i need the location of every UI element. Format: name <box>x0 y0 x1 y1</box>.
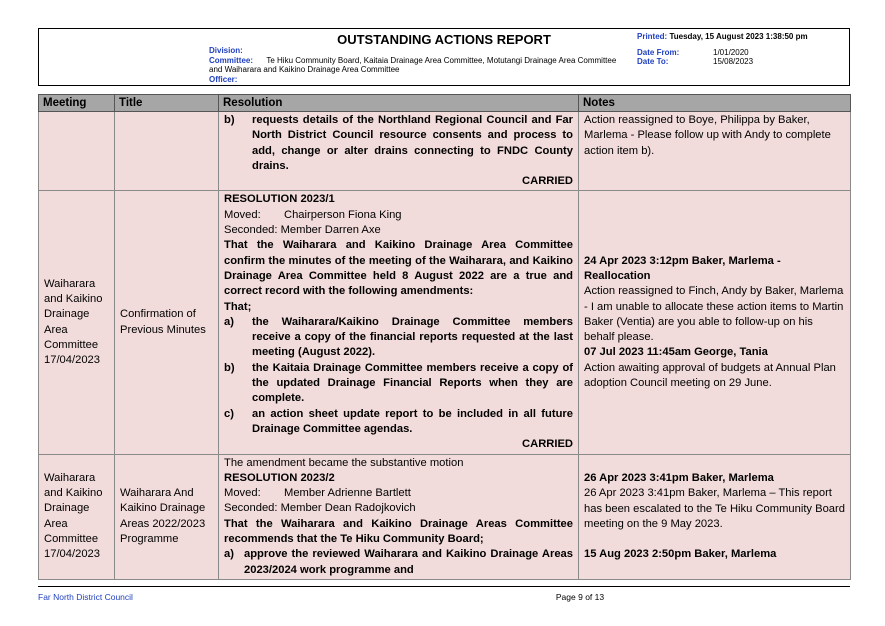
carried-label: CARRIED <box>522 175 573 188</box>
header-notes: Notes <box>579 95 851 112</box>
resolution-cell <box>219 112 579 191</box>
note-text: Action reassigned to Boye, Philippa by Baker, Marlema - Please follow up with Andy to complete action item b). <box>584 114 831 157</box>
officer-label: Officer: <box>209 74 238 84</box>
date-to-value: 15/08/2023 <box>713 57 754 66</box>
note-text: Action reassigned to Finch, Andy by Baker, Marlema - I am unable to allocate these action items to Martin Baker (Ventia) are you able to follow-up on his behalf please. <box>584 285 844 344</box>
footer-divider <box>38 586 850 587</box>
date-to-label: Date To: <box>637 57 669 66</box>
notes-cell <box>579 112 851 191</box>
resolution-heading: RESOLUTION 2023/1 <box>224 193 335 206</box>
seconded-line: Seconded: Member Darren Axe <box>224 224 381 237</box>
committee-label: Committee: <box>209 55 254 65</box>
moved-line <box>224 486 573 501</box>
footer-page-number: Page 9 of 13 <box>555 592 605 602</box>
resolution-cell <box>219 454 579 579</box>
motion-text: That the Waiharara and Kaikino Drainage Area Committee confirm the minutes of the meeting of the Waiharara, and Kaikino Drainage Area Committee held 8 August 2022 are a true and correct record with the following amendments: <box>224 239 573 298</box>
footer-council: Far North District Council <box>38 592 133 602</box>
report-title: OUTSTANDING ACTIONS REPORT <box>337 32 551 47</box>
title-cell: Waiharara And Kaikino Drainage Areas 2022/2023 Programme <box>115 454 219 579</box>
moved-value: Chairperson Fiona King <box>284 208 402 221</box>
moved-label: Moved: <box>224 487 261 500</box>
table-header-row <box>39 95 851 112</box>
seconded-line: Seconded: Member Dean Radojkovich <box>224 502 416 515</box>
item-text: an action sheet update report to be included in all future Drainage Committee agendas. <box>252 407 573 435</box>
item-text: requests details of the Northland Regional Council and Far North District Council resource consents and process to add, change or alter drains connecting to FNDC County drains. <box>252 114 573 172</box>
note-heading: 24 Apr 2023 3:12pm Baker, Marlema - Reallocation <box>584 254 781 282</box>
date-from-label: Date From: <box>637 47 680 57</box>
report-filters <box>209 46 619 84</box>
note-text: 26 Apr 2023 3:41pm Baker, Marlema – This report has been escalated to the Te Hiku Community Board meeting on the 9 May 2023. <box>584 487 845 530</box>
resolution-item <box>224 113 573 174</box>
item-marker: c) <box>224 407 234 420</box>
meeting-cell: Waiharara and Kaikino Drainage Area Committee 17/04/2023 <box>39 191 115 454</box>
table-row <box>39 112 851 191</box>
header-resolution: Resolution <box>219 95 579 112</box>
resolution-item <box>224 361 573 407</box>
resolution-item <box>224 547 573 578</box>
resolution-cell <box>219 191 579 454</box>
note-heading: 26 Apr 2023 3:41pm Baker, Marlema <box>584 471 774 484</box>
resolution-item <box>224 407 573 438</box>
header-meeting: Meeting <box>39 95 115 112</box>
printed-label: Printed: <box>637 32 668 41</box>
item-marker: b) <box>224 114 235 126</box>
motion-text: That the Waiharara and Kaikino Drainage Areas Committee recommends that the Te Hiku Community Board; <box>224 517 573 546</box>
division-label: Division: <box>209 46 243 55</box>
that-label: That; <box>224 300 252 313</box>
notes-cell <box>579 191 851 454</box>
actions-table <box>38 94 851 580</box>
note-text: Action awaiting approval of budgets at Annual Plan adoption Council meeting on 29 June. <box>584 361 836 390</box>
item-text: approve the reviewed Waiharara and Kaikino Drainage Areas 2023/2024 work programme and <box>244 548 573 576</box>
title-cell: Confirmation of Previous Minutes <box>115 191 219 454</box>
moved-value: Member Adrienne Bartlett <box>284 487 411 500</box>
intro-text: The amendment became the substantive motion <box>224 456 464 469</box>
resolution-item <box>224 315 573 361</box>
note-heading: 07 Jul 2023 11:45am George, Tania <box>584 346 768 359</box>
item-marker: a) <box>224 548 234 561</box>
table-row <box>39 191 851 454</box>
date-from-value: 1/01/2020 <box>713 47 749 57</box>
header-title: Title <box>115 95 219 112</box>
committee-value: Te Hiku Community Board, Kaitaia Drainage Area Committee, Motutangi Drainage Area Committee and Waiharara and Kaikino Drainage Area Committee <box>209 55 617 74</box>
item-marker: a) <box>224 315 234 328</box>
title-cell <box>115 112 219 191</box>
report-header <box>38 28 850 86</box>
notes-cell <box>579 454 851 579</box>
table-row <box>39 454 851 579</box>
item-text: the Kaitaia Drainage Committee members receive a copy of the updated Drainage Financial Reports when they are complete. <box>252 361 573 405</box>
meeting-cell <box>39 112 115 191</box>
printed-value: Tuesday, 15 August 2023 1:38:50 pm <box>669 32 808 41</box>
moved-line <box>224 208 573 223</box>
item-text: the Waiharara/Kaikino Drainage Committee members receive a copy of the financial reports requested at the last meeting (August 2022). <box>252 315 573 359</box>
note-heading: 15 Aug 2023 2:50pm Baker, Marlema <box>584 548 777 561</box>
resolution-heading: RESOLUTION 2023/2 <box>224 471 335 484</box>
item-marker: b) <box>224 361 235 374</box>
report-dates <box>637 32 849 67</box>
moved-label: Moved: <box>224 208 261 221</box>
meeting-cell: Waiharara and Kaikino Drainage Area Committee 17/04/2023 <box>39 454 115 579</box>
carried-label: CARRIED <box>522 438 573 451</box>
